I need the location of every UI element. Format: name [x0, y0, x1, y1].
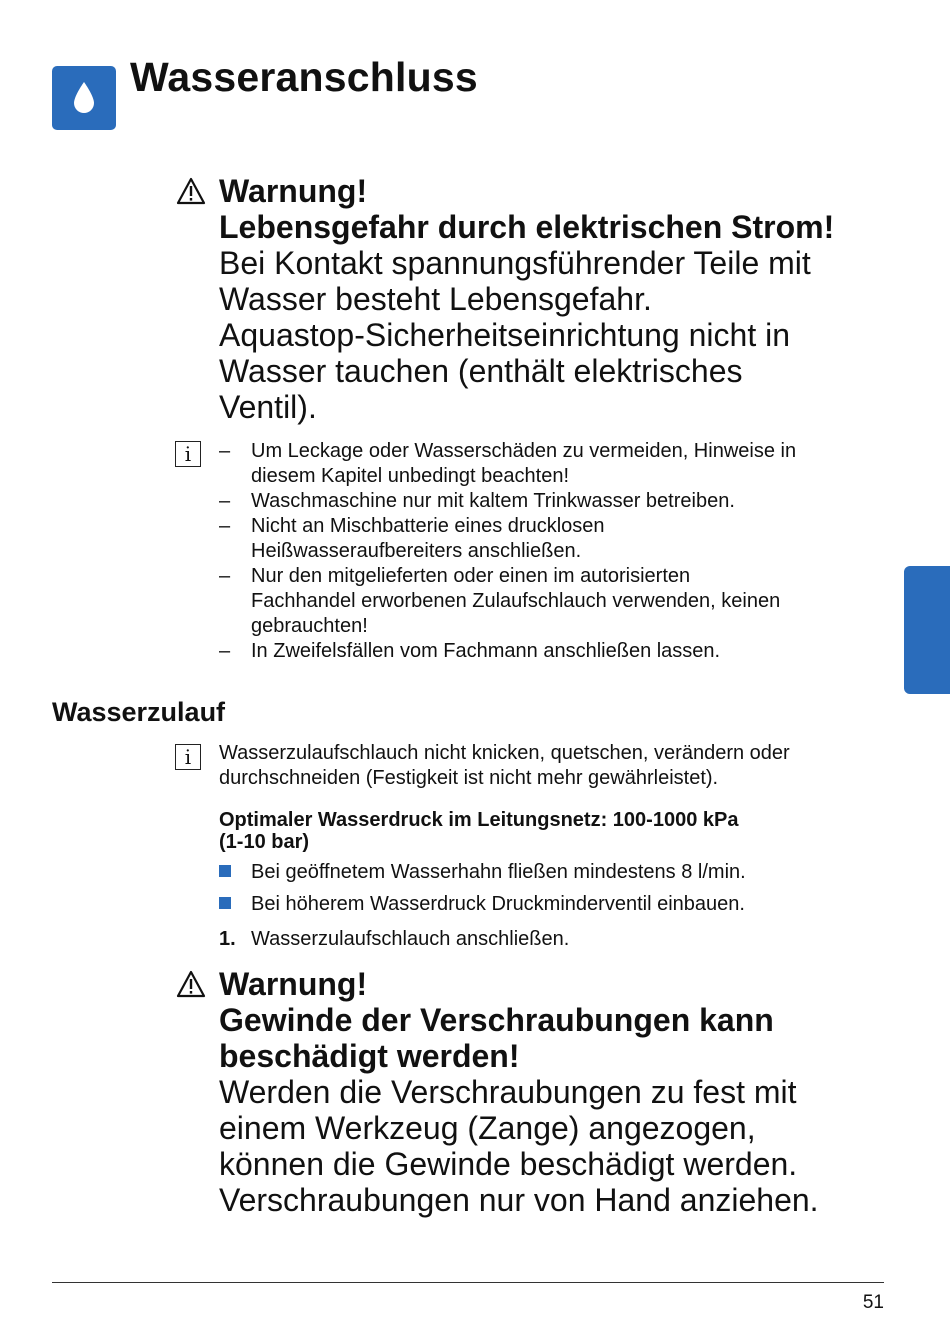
- step-item: 1. Wasserzulaufschlauch anschließen.: [219, 928, 570, 950]
- info-list: [219, 439, 889, 664]
- warning-line: können die Gewinde beschädigt werden.: [219, 1146, 798, 1182]
- warning-heading: Lebensgefahr durch elektrischen Strom!: [219, 209, 835, 245]
- page-number: 51: [862, 1292, 884, 1313]
- list-item: – Waschmaschine nur mit kaltem Trinkwasser betreiben.: [219, 490, 735, 512]
- warning-threads: [219, 966, 909, 1218]
- chapter-tab: [904, 566, 950, 694]
- water-drop-icon: [52, 66, 116, 130]
- step-number: 1.: [219, 928, 236, 950]
- bullet-item: Bei höherem Wasserdruck Druckminderventil einbauen.: [219, 892, 745, 917]
- pressure-note: Optimaler Wasserdruck im Leitungsnetz: 100-1000 kPa (1-10 bar): [219, 809, 739, 853]
- warning-label: Warnung!: [219, 966, 368, 1002]
- warning-line: einem Werkzeug (Zange) angezogen,: [219, 1110, 756, 1146]
- info-note: Wasserzulaufschlauch nicht knicken, quetschen, verändern oder durchschneiden (Festigkeit ist nicht mehr gewährleistet).: [219, 742, 790, 789]
- warning-line: Bei Kontakt spannungsführender Teile mit: [219, 245, 811, 281]
- warning-line: Ventil).: [219, 389, 317, 425]
- info-icon: i: [175, 441, 201, 467]
- warning-heading: Gewinde der Verschraubungen kann: [219, 1002, 774, 1038]
- warning-triangle-icon: [176, 177, 206, 205]
- page-title: Wasseranschluss: [130, 54, 478, 100]
- bullet-item: Bei geöffnetem Wasserhahn fließen mindestens 8 l/min.: [219, 860, 746, 885]
- square-bullet-icon: [219, 865, 231, 877]
- warning-electric: [219, 173, 909, 425]
- warning-line: Werden die Verschraubungen zu fest mit: [219, 1074, 797, 1110]
- section-title: Wasserzulauf: [52, 697, 226, 727]
- warning-line: Wasser besteht Lebensgefahr.: [219, 281, 652, 317]
- square-bullet-icon: [219, 897, 231, 909]
- list-item: – Nicht an Mischbatterie eines drucklosen Heißwasseraufbereiters anschließen.: [219, 515, 605, 562]
- warning-heading: beschädigt werden!: [219, 1038, 520, 1074]
- warning-line: Aquastop-Sicherheitseinrichtung nicht in: [219, 317, 790, 353]
- warning-label: Warnung!: [219, 173, 368, 209]
- warning-line: Wasser tauchen (enthält elektrisches: [219, 353, 743, 389]
- footer-divider: [52, 1282, 884, 1283]
- warning-triangle-icon: [176, 970, 206, 998]
- list-item: – In Zweifelsfällen vom Fachmann anschließen lassen.: [219, 640, 721, 662]
- info-icon: i: [175, 744, 201, 770]
- list-item: – Nur den mitgelieferten oder einen im autorisierten Fachhandel erworbenen Zulaufschlauch verwenden, keinen gebrauchten!: [219, 565, 781, 637]
- warning-line: Verschraubungen nur von Hand anziehen.: [219, 1182, 819, 1218]
- list-item: – Um Leckage oder Wasserschäden zu vermeiden, Hinweise in diesem Kapitel unbedingt beachten!: [219, 440, 797, 487]
